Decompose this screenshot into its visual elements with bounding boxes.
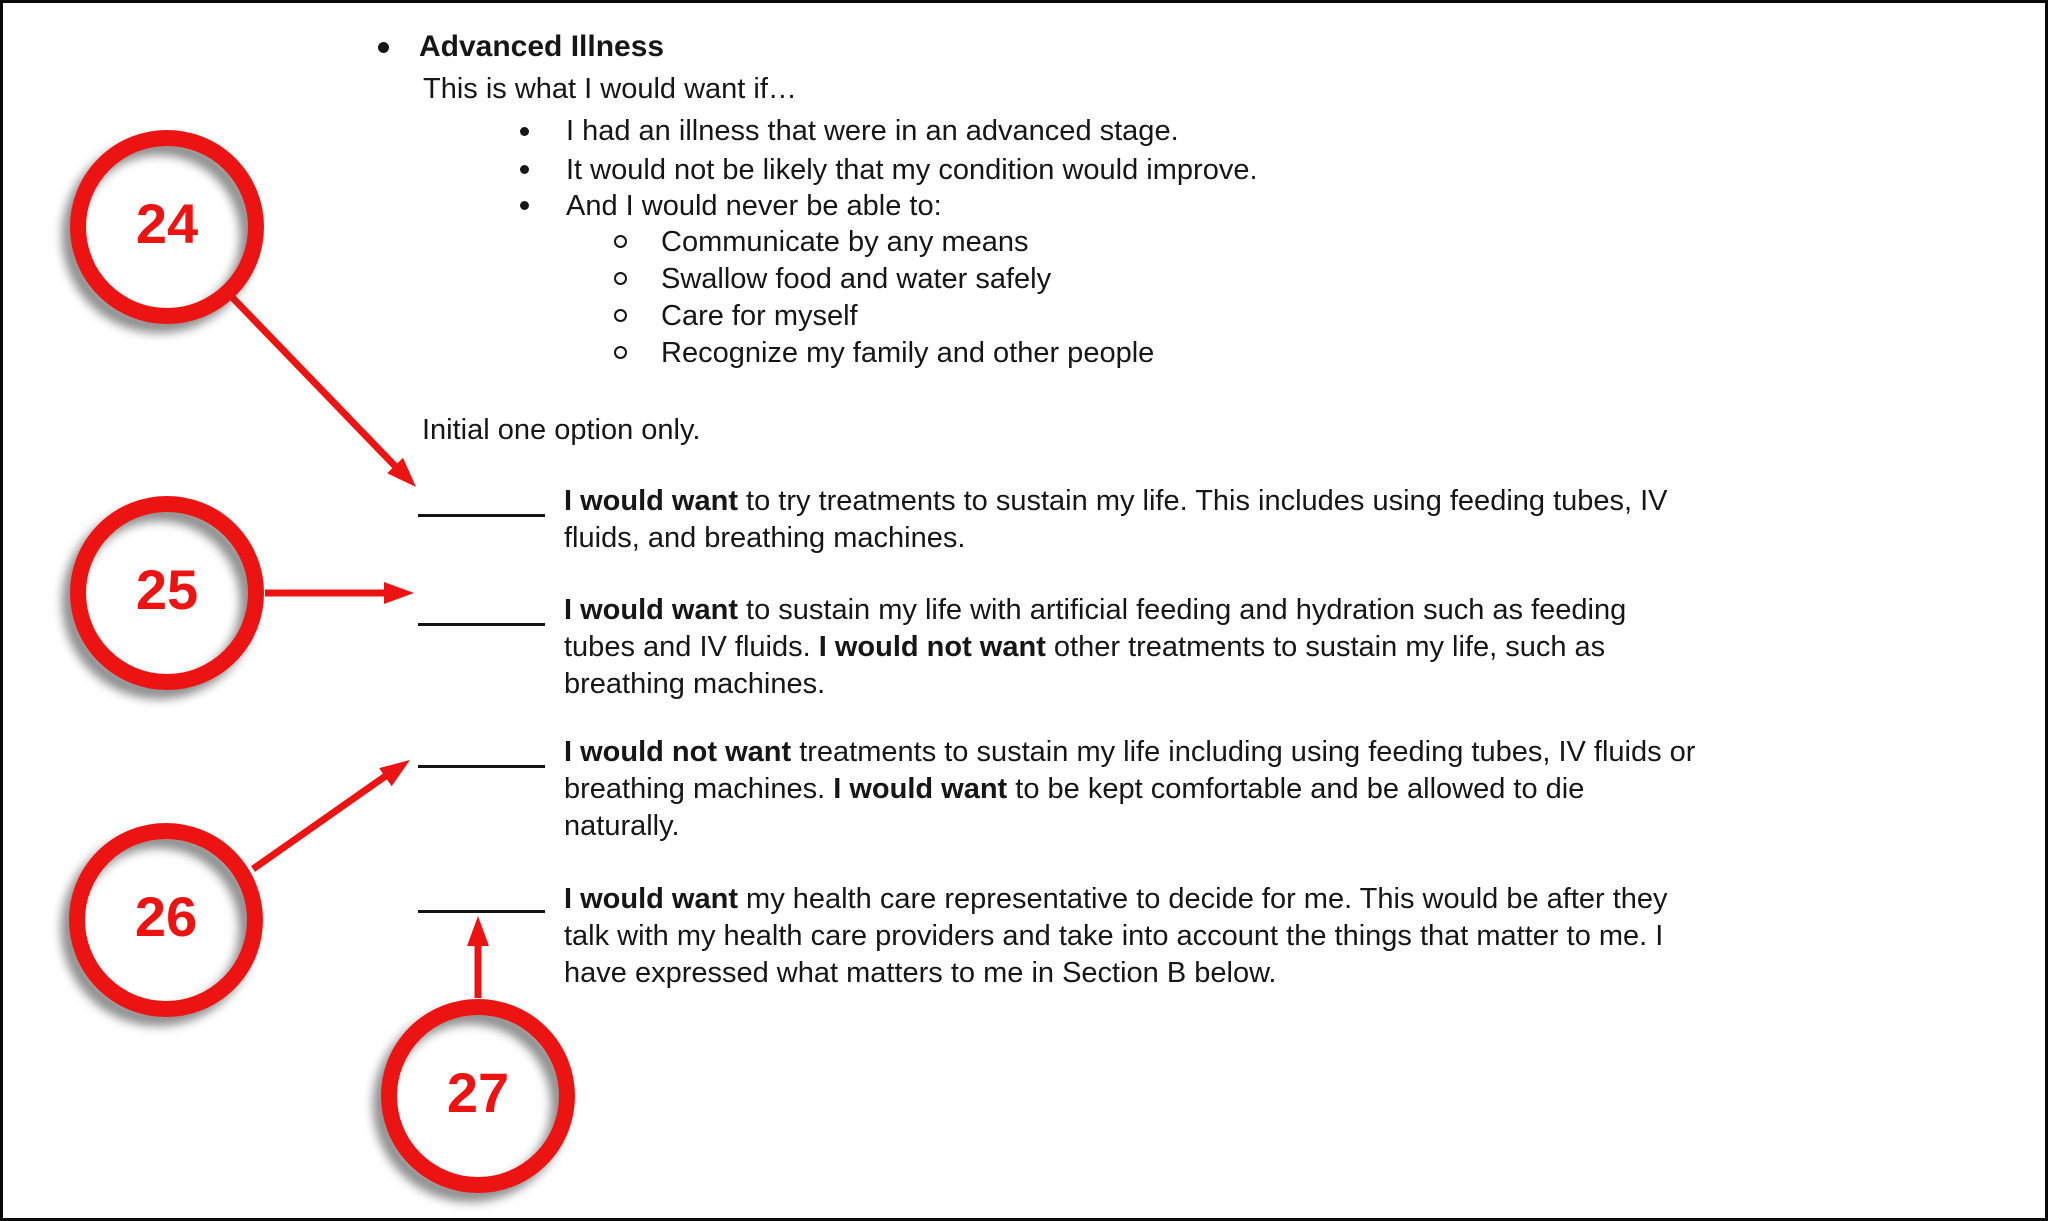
callout-circle-27 — [381, 999, 575, 1193]
option-text: to be kept comfortable and be allowed to die naturally. — [564, 773, 1585, 842]
initial-blank-2[interactable] — [418, 623, 545, 626]
option-text: to try treatments to sustain my life. This includes using feeding tubes, IV fluids, and breathing machines. — [564, 485, 1668, 554]
option-paragraph-4 — [564, 881, 1699, 992]
arrow-27-icon — [467, 916, 489, 998]
option-text: I would not want — [818, 631, 1046, 663]
circle-bullet-icon — [614, 235, 627, 248]
callout-number: 26 — [134, 884, 198, 948]
callout-circle-26 — [69, 823, 263, 1017]
option-text: treatments to sustain my life including using feeding tubes, IV fluids or breathing machines. — [564, 736, 1696, 805]
option-text: I would want — [833, 773, 1008, 805]
circle-bullet-icon — [614, 272, 627, 285]
callout-number: 27 — [446, 1060, 510, 1124]
callout-circle-24 — [70, 130, 264, 324]
intro-line: This is what I would want if… — [423, 73, 797, 105]
option-paragraph-2 — [564, 592, 1699, 703]
initial-blank-1[interactable] — [418, 514, 545, 517]
option-text: I would not want — [564, 736, 792, 768]
callout-number: 24 — [135, 191, 199, 255]
arrow-25-icon — [265, 582, 414, 604]
option-paragraph-1 — [564, 483, 1699, 557]
condition-item: I had an illness that were in an advanced stage. — [566, 115, 1179, 147]
option-text: I would want — [564, 485, 738, 517]
condition-item: And I would never be able to: — [566, 190, 942, 222]
bullet-icon — [378, 42, 389, 53]
initial-blank-3[interactable] — [418, 765, 545, 768]
bullet-icon — [520, 127, 529, 136]
callout-circle-25 — [70, 496, 264, 690]
instruction-line: Initial one option only. — [422, 414, 701, 446]
bullet-icon — [520, 201, 529, 210]
ability-item: Care for myself — [661, 300, 858, 332]
ability-item: Communicate by any means — [661, 226, 1029, 258]
option-text: I would want — [564, 594, 738, 626]
option-text: my health care representative to decide for me. This would be after they talk with my health care providers and take into account the things that matter to me. I have expressed what matters to me in Section B below. — [564, 883, 1668, 989]
option-text: other treatments to sustain my life, such as breathing machines. — [564, 631, 1606, 700]
initial-blank-4[interactable] — [418, 910, 545, 913]
section-heading: Advanced Illness — [419, 30, 665, 63]
option-paragraph-3 — [564, 734, 1699, 845]
arrow-26-icon — [253, 760, 410, 869]
callout-number: 25 — [135, 557, 199, 621]
ability-item: Recognize my family and other people — [661, 337, 1155, 369]
option-text: I would want — [564, 883, 738, 915]
option-text: to sustain my life with artificial feeding and hydration such as feeding tubes and IV fluids. — [564, 594, 1627, 663]
condition-item: It would not be likely that my condition would improve. — [566, 154, 1258, 186]
ability-item: Swallow food and water safely — [661, 263, 1052, 295]
circle-bullet-icon — [614, 346, 627, 359]
bullet-icon — [520, 165, 529, 174]
circle-bullet-icon — [614, 309, 627, 322]
